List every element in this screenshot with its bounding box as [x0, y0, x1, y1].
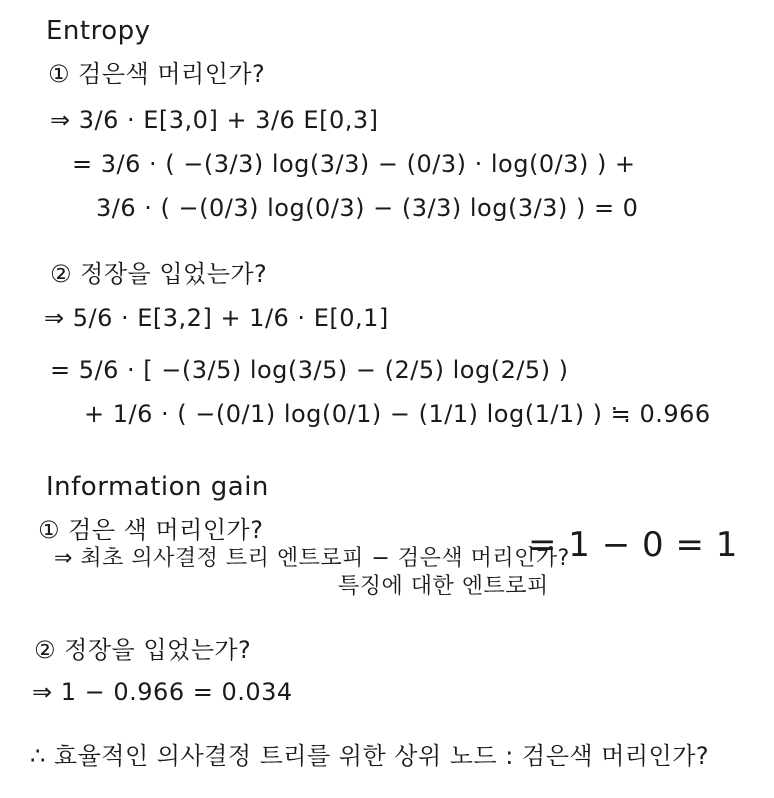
entropy-q2-title: ② 정장을 입었는가?	[50, 260, 268, 288]
entropy-q2-step3: + 1/6 · ( −(0/1) log(0/1) − (1/1) log(1/1) ) ≒ 0.966	[84, 400, 711, 428]
ig-q1-title: ① 검은 색 머리인가?	[38, 516, 264, 544]
entropy-q2-step2: = 5/6 · [ −(3/5) log(3/5) − (2/5) log(2/5) )	[50, 356, 569, 384]
entropy-q2-step1: ⇒ 5/6 · E[3,2] + 1/6 · E[0,1]	[44, 304, 389, 332]
entropy-q1-step3: 3/6 · ( −(0/3) log(0/3) − (3/3) log(3/3) ) = 0	[96, 194, 639, 222]
ig-q2-step1: ⇒ 1 − 0.966 = 0.034	[32, 678, 293, 706]
ig-q1-step1: ⇒ 최초 의사결정 트리 엔트로피 − 검은색 머리인가?	[54, 546, 570, 571]
entropy-q1-step2: = 3/6 · ( −(3/3) log(3/3) − (0/3) · log(0/3) ) +	[72, 150, 636, 178]
entropy-heading: Entropy	[46, 16, 151, 46]
conclusion: ∴ 효율적인 의사결정 트리를 위한 상위 노드 : 검은색 머리인가?	[30, 742, 710, 770]
ig-q1-result: = 1 − 0 = 1	[528, 525, 738, 565]
ig-q1-step1b: 특징에 대한 엔트로피	[338, 574, 549, 599]
information-gain-heading: Information gain	[46, 472, 269, 502]
entropy-q1-title: ① 검은색 머리인가?	[48, 60, 266, 88]
entropy-q1-step1: ⇒ 3/6 · E[3,0] + 3/6 E[0,3]	[50, 106, 379, 134]
ig-q2-title: ② 정장을 입었는가?	[34, 636, 252, 664]
